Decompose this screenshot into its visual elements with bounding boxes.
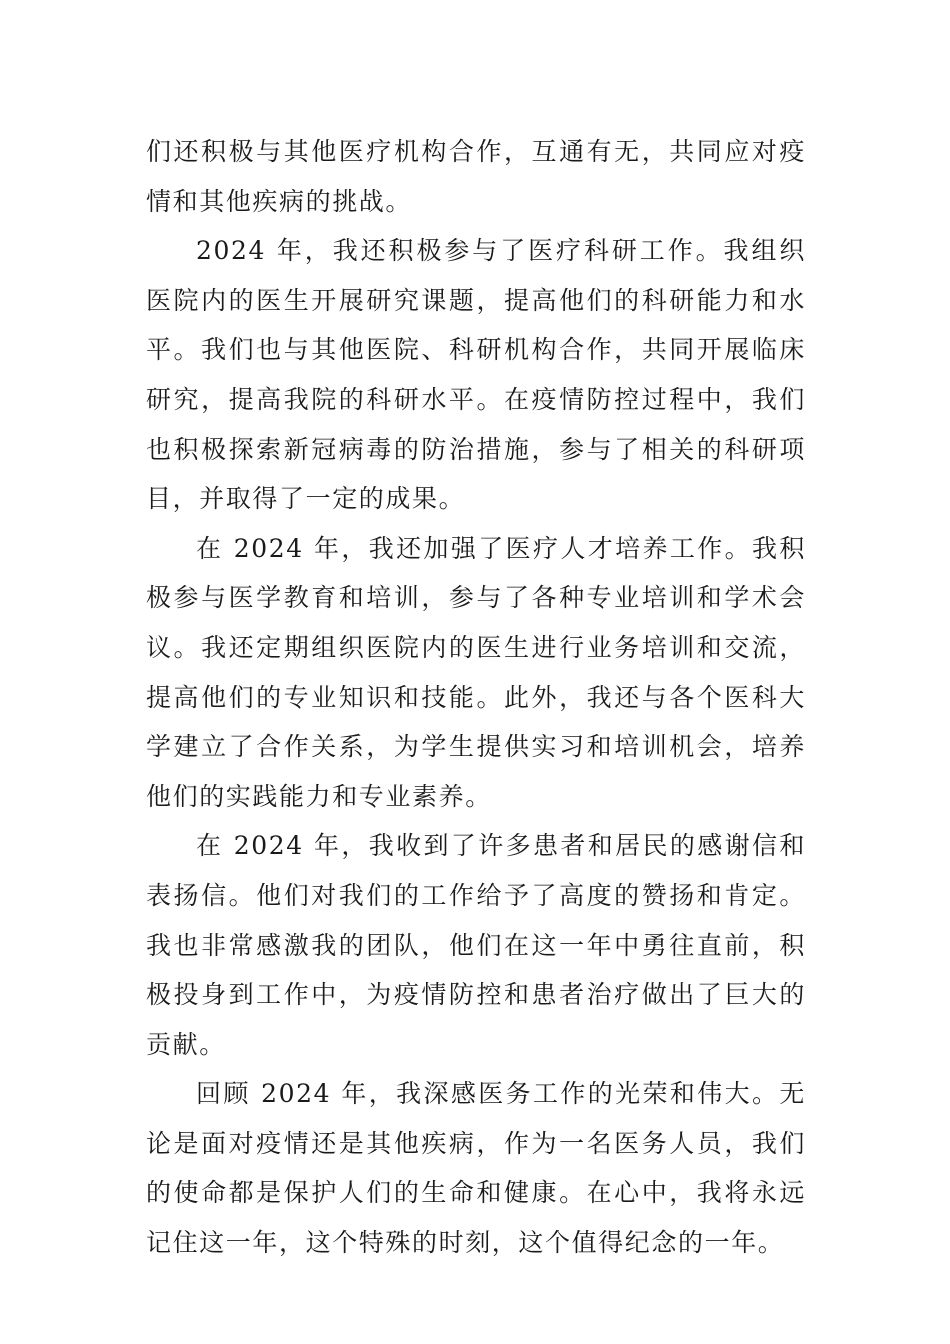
paragraph-1: 们还积极与其他医疗机构合作，互通有无，共同应对疫情和其他疾病的挑战。	[146, 137, 806, 216]
paragraph-2: 2024 年，我还积极参与了医疗科研工作。我组织医院内的医生开展研究课题，提高他们的科研能力和水平。我们也与其他医院、科研机构合作，共同开展临床研究，提高我院的科研水平。在疫情防控过程中，我们也积极探索新冠病毒的防治措施，参与了相关的科研项目，并取得了一定的成果。	[146, 236, 806, 514]
paragraph-5: 回顾 2024 年，我深感医务工作的光荣和伟大。无论是面对疫情还是其他疾病，作为一名医务人员，我们的使命都是保护人们的生命和健康。在心中，我将永远记住这一年，这个特殊的时刻，这个值得纪念的一年。	[146, 1079, 806, 1258]
paragraph-4: 在 2024 年，我收到了许多患者和居民的感谢信和表扬信。他们对我们的工作给予了高度的赞扬和肯定。我也非常感激我的团队，他们在这一年中勇往直前，积极投身到工作中，为疫情防控和患者治疗做出了巨大的贡献。	[146, 831, 806, 1059]
paragraph-3: 在 2024 年，我还加强了医疗人才培养工作。我积极参与医学教育和培训，参与了各种专业培训和学术会议。我还定期组织医院内的医生进行业务培训和交流，提高他们的专业知识和技能。此外，我还与各个医科大学建立了合作关系，为学生提供实习和培训机会，培养他们的实践能力和专业素养。	[146, 533, 806, 811]
document-body	[146, 127, 806, 1268]
